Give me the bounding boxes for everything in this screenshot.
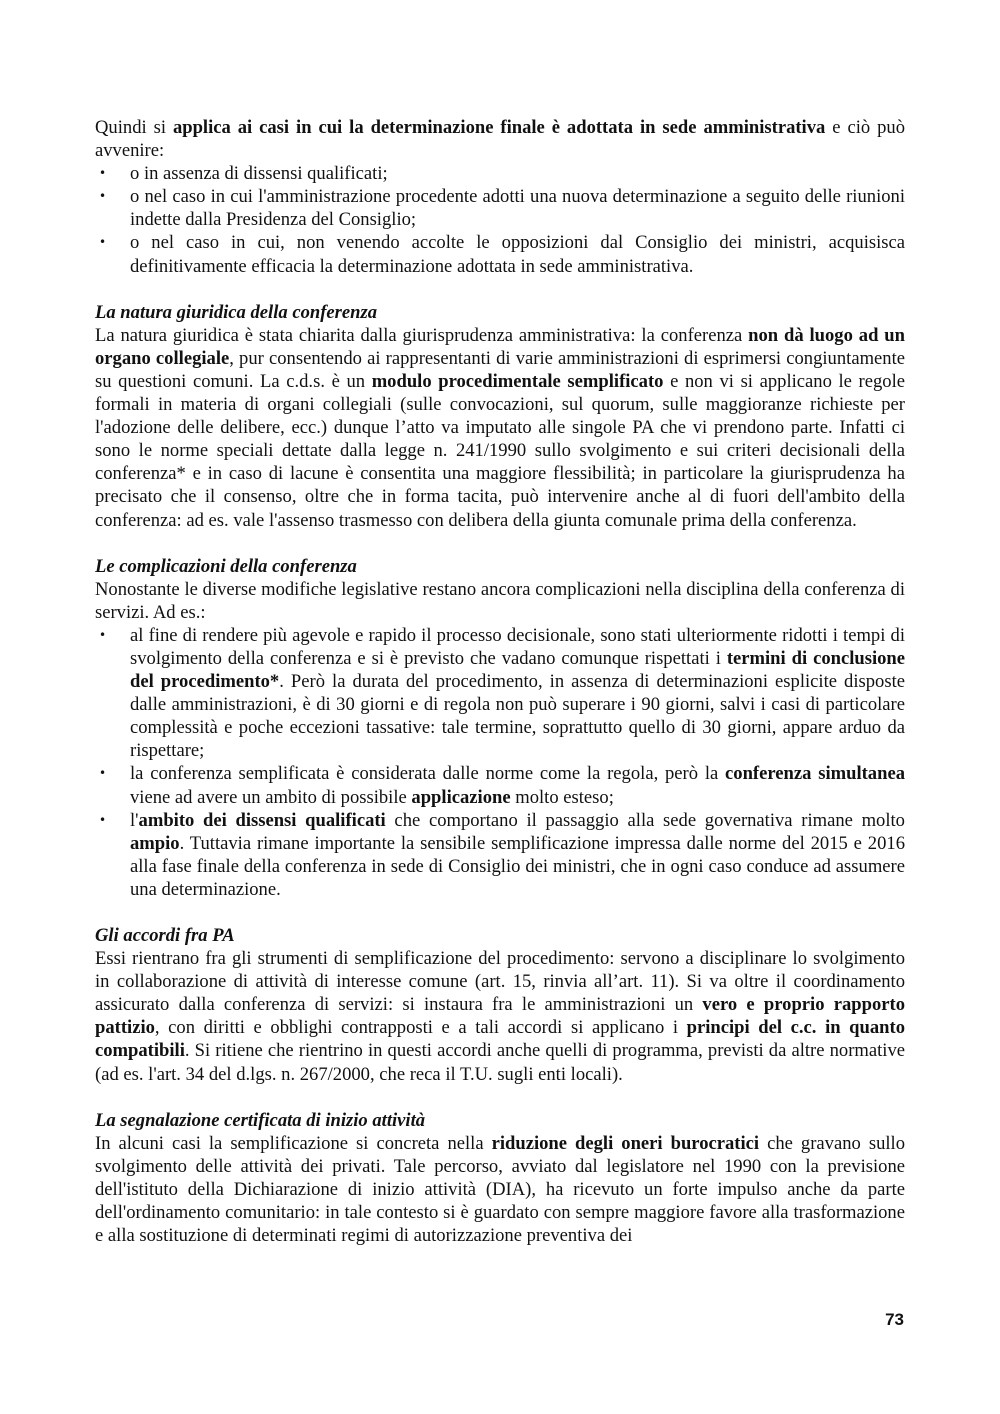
section-heading-accordi: Gli accordi fra PA [95,925,235,946]
list-item-text: o nel caso in cui, non venendo accolte le opposizioni dal Consiglio dei ministri, acquisisca definitivamente efficacia la determinazione adottata in sede amministrativa. [130,232,905,277]
list-item-text: viene ad avere un ambito di possibile [130,786,412,808]
paragraph-bold: non dà luogo ad un organo collegiale [95,324,905,369]
list-item-text: al fine di rendere più agevole e rapido il processo decisionale, sono stati ulteriormente ridotti i tempi di svolgimento della conferenza e si è previsto che vadano comunque rispettati i [130,624,905,669]
natura-paragraph [95,324,905,532]
paragraph-bold: riduzione degli oneri burocratici [491,1132,760,1154]
list-item-text: o nel caso in cui l'amministrazione procedente adotti una nuova determinazione a seguito delle riunioni indette dalla Presidenza del Consiglio; [130,186,905,231]
intro-bold: applica ai casi in cui la determinazione finale è adottata in sede amministrativa [172,117,826,138]
section-heading-complicazioni: Le complicazioni della conferenza [95,555,357,577]
page-body [95,116,905,1247]
paragraph-bold: principi del c.c. in quanto compatibili [95,1017,905,1062]
complicazioni-intro: Nonostante le diverse modifiche legislative restano ancora complicazioni nella disciplina della conferenza di servizi. Ad es.: [95,578,905,623]
list-item-bold: termini di conclusione del procedimento* [130,647,906,693]
bullet-icon: • [99,166,107,181]
list-item [95,231,905,277]
paragraph-text: e non vi si applicano le regole formali in materia di organi collegiali (sulle convocazioni, sul quorum, sulle maggioranze richieste per l'adozione delle delibere, ecc.) dunque l’atto va imputato alle singole PA che vi prendono parte. Infatti ci sono le norme speciali dettate dalla legge n. 241/1990 sullo svolgimento e sui criteri decisionali della conferenza* e in caso di lacune è consentita una maggiore flessibilità; in particolare la giurisprudenza ha precisato che il consenso, oltre che in forma tacita, può intervenire anche al di fuori dell'ambito della conferenza: ad es. vale l'assenso trasmesso con delibera della giunta comunale prima della conferenza. [95,370,905,531]
bullet-icon: • [99,627,107,642]
list-item-text: la conferenza semplificata è considerata dalle norme come la regola, però la [130,763,726,785]
list-item-text: molto esteso; [510,786,614,808]
list-item-text: o in assenza di dissensi qualificati; [130,163,388,185]
list-item [95,809,905,901]
list-item-text: che comportano il passaggio alla sede governativa rimane molto [385,809,905,831]
list-item [95,762,905,808]
section-heading-natura: La natura giuridica della conferenza [95,301,378,323]
intro-paragraph [95,116,905,162]
list-item-bold: ampio [130,832,180,854]
complicazioni-bullet-list [95,624,905,901]
paragraph-text: . Si ritiene che rientrino in questi accordi anche quelli di programma, previsti da altre normative (ad es. l'art. 34 del d.lgs. n. 267/2000, che reca il T.U. sugli enti locali). [95,1040,905,1085]
bullet-icon: • [99,189,107,204]
accordi-paragraph [95,947,905,1086]
bullet-icon: • [99,766,107,781]
paragraph-bold: modulo procedimentale semplificato [371,370,664,392]
intro-bullet-list [95,162,905,277]
list-item-text: . Tuttavia rimane importante la sensibile semplificazione impressa dalle norme del 2015 e 2016 alla fase finale della conferenza in sede di Consiglio dei ministri, che in ogni caso conduce ad assumere una determinazione. [130,832,905,900]
list-item-bold: ambito dei dissensi qualificati [138,809,386,831]
paragraph-bold: vero e proprio rapporto pattizio [95,994,905,1039]
intro-text: e ciò può avvenire: [95,117,905,162]
section-heading-scia: La segnalazione certificata di inizio attività [95,1109,426,1131]
list-item-text: l' [130,809,139,831]
scia-paragraph [95,1132,905,1247]
paragraph-text: In alcuni casi la semplificazione si concreta nella [95,1132,492,1154]
paragraph-text: Essi rientrano fra gli strumenti di semplificazione del procedimento: servono a disciplinare lo svolgimento in collaborazione di attività di interesse comune (art. 15, rinvia all’art. 11). Si va oltre il coordinamento assicurato dalla conferenza di servizi: si instaura fra le amministrazioni un [95,948,905,1016]
list-item-bold: conferenza simultanea [725,763,905,785]
list-item [95,624,905,763]
list-item [95,185,905,231]
bullet-icon: • [99,812,107,827]
paragraph-text: , pur consentendo ai rappresentanti di varie amministrazioni di esprimersi congiuntamente su questioni comuni. La c.d.s. è un [95,347,905,392]
intro-text: Quindi si [95,117,173,138]
list-item-bold: applicazione [411,786,511,808]
paragraph-text: , con diritti e obblighi contrapposti e a tali accordi si applicano i [154,1017,687,1039]
page-number: 73 [885,1310,904,1329]
bullet-icon: • [99,235,107,250]
list-item-text: . Però la durata del procedimento, in assenza di determinazioni esplicite disposte dalle amministrazioni, è di 30 giorni e di regola non può superare i 90 giorni, salvi i casi di particolare complessità e poche eccezioni tassative: tale termine, soprattutto quello di 30 giorni, appare arduo da rispettare; [130,671,905,762]
list-item [95,162,905,185]
paragraph-text: che gravano sullo svolgimento delle attività dei privati. Tale percorso, avviato dal legislatore nel 1990 con la previsione dell'istituto della Dichiarazione di inizio attività (DIA), ha ricevuto un forte impulso anche da parte dell'ordinamento comunitario: in tale contesto si è guardato con sempre maggiore favore alla trasformazione e alla sostituzione di determinati regimi di autorizzazione preventiva dei [95,1132,905,1247]
paragraph-text: La natura giuridica è stata chiarita dalla giurisprudenza amministrativa: la conferenza [95,324,749,346]
